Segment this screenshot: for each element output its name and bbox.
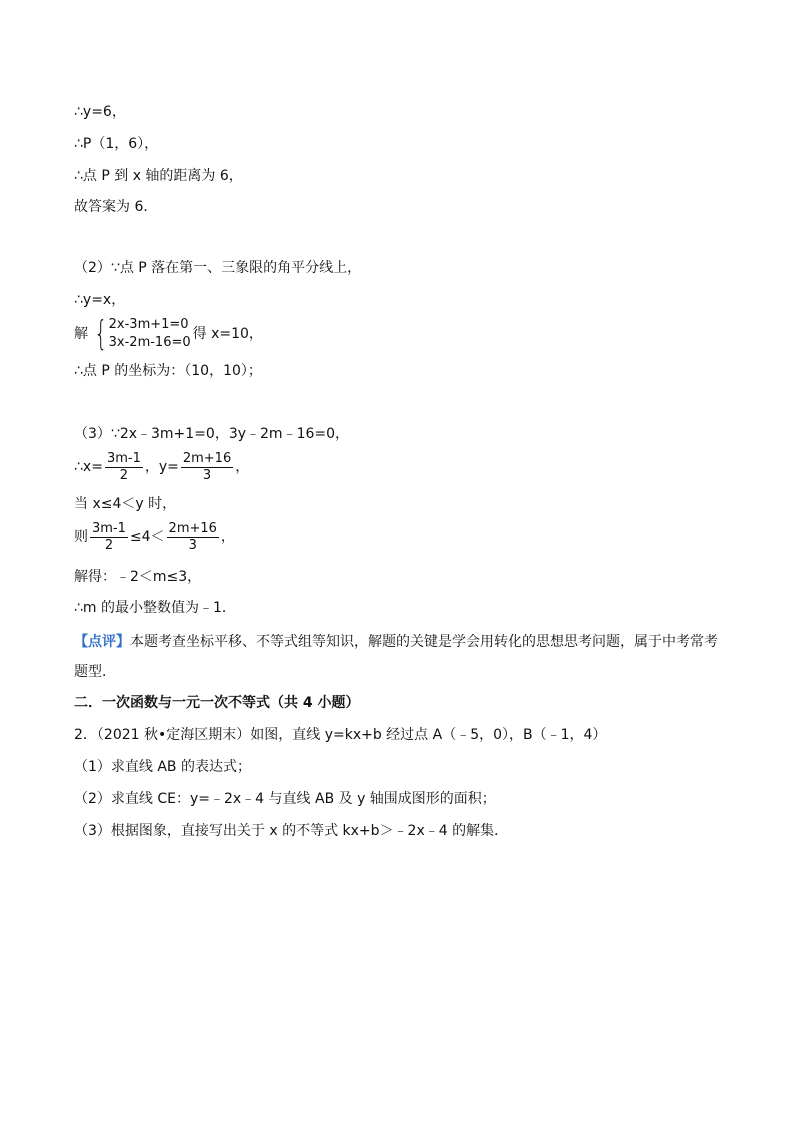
- text: ≤4＜: [129, 529, 165, 545]
- question-stem: 2．（2021 秋•定海区期末）如图，直线 y=kx+b 经过点 A（﹣5，0），B（﹣1，4）: [74, 727, 607, 743]
- numerator: 2m+16: [168, 520, 217, 536]
- text-line: 故答案为 6．: [74, 199, 158, 215]
- denominator: 3: [202, 467, 212, 483]
- question-part: （3）根据图象，直接写出关于 x 的不等式 kx+b＞﹣2x﹣4 的解集．: [74, 823, 509, 839]
- question-part: （2）求直线 CE：y=﹣2x﹣4 与直线 AB 及 y 轴围成图形的面积；: [74, 791, 496, 807]
- text-line: 题型．: [74, 664, 116, 680]
- text: ，: [235, 459, 250, 475]
- fraction: [181, 451, 233, 484]
- brace-icon: {: [94, 314, 108, 354]
- text: ，y=: [144, 459, 179, 475]
- text-line: 解得：﹣2＜m≤3，: [74, 569, 202, 585]
- numerator: 2m+16: [182, 450, 232, 466]
- text: 解: [74, 326, 88, 342]
- fraction-line: [74, 448, 249, 486]
- text-line: ∴y=6，: [74, 104, 126, 120]
- fraction-line: [74, 518, 235, 556]
- comment-line: [74, 632, 718, 652]
- numerator: 3m-1: [106, 450, 141, 466]
- equation-system-line: [74, 314, 263, 354]
- question-part: （1）求直线 AB 的表达式；: [74, 759, 251, 775]
- text-line: ∴P（1，6），: [74, 136, 159, 152]
- text: ∴x=: [74, 459, 103, 475]
- fraction: [105, 451, 143, 484]
- denominator: 2: [104, 537, 114, 553]
- text-line: （3）∵2x﹣3m+1=0，3y﹣2m﹣16=0，: [74, 426, 350, 442]
- text-line: 当 x≤4＜y 时，: [74, 496, 177, 512]
- equation: 2x-3m+1=0: [108, 317, 189, 332]
- text: 得 x=10，: [192, 326, 263, 342]
- text-line: （2）∵点 P 落在第一、三象限的角平分线上，: [74, 260, 362, 276]
- denominator: 2: [119, 467, 129, 483]
- text-line: ∴点 P 的坐标为：（10，10）；: [74, 363, 262, 379]
- text-line: ∴y=x，: [74, 292, 126, 308]
- equation-system: [90, 316, 191, 352]
- fraction: [167, 521, 219, 554]
- numerator: 3m-1: [92, 520, 126, 536]
- section-title: 二．一次函数与一元一次不等式（共 4 小题）: [74, 695, 360, 711]
- equation: 3x-2m-16=0: [108, 335, 191, 350]
- text-line: ∴点 P 到 x 轴的距离为 6，: [74, 168, 243, 184]
- comment-text: 本题考查坐标平移、不等式组等知识，解题的关键是学会用转化的思想思考问题，属于中考常考: [130, 634, 718, 650]
- text-line: ∴m 的最小整数值为﹣1．: [74, 600, 236, 616]
- denominator: 3: [188, 537, 197, 553]
- comment-tag: 【点评】: [74, 634, 130, 650]
- text: 则: [74, 529, 88, 545]
- fraction: [90, 521, 128, 554]
- text: ，: [220, 529, 235, 545]
